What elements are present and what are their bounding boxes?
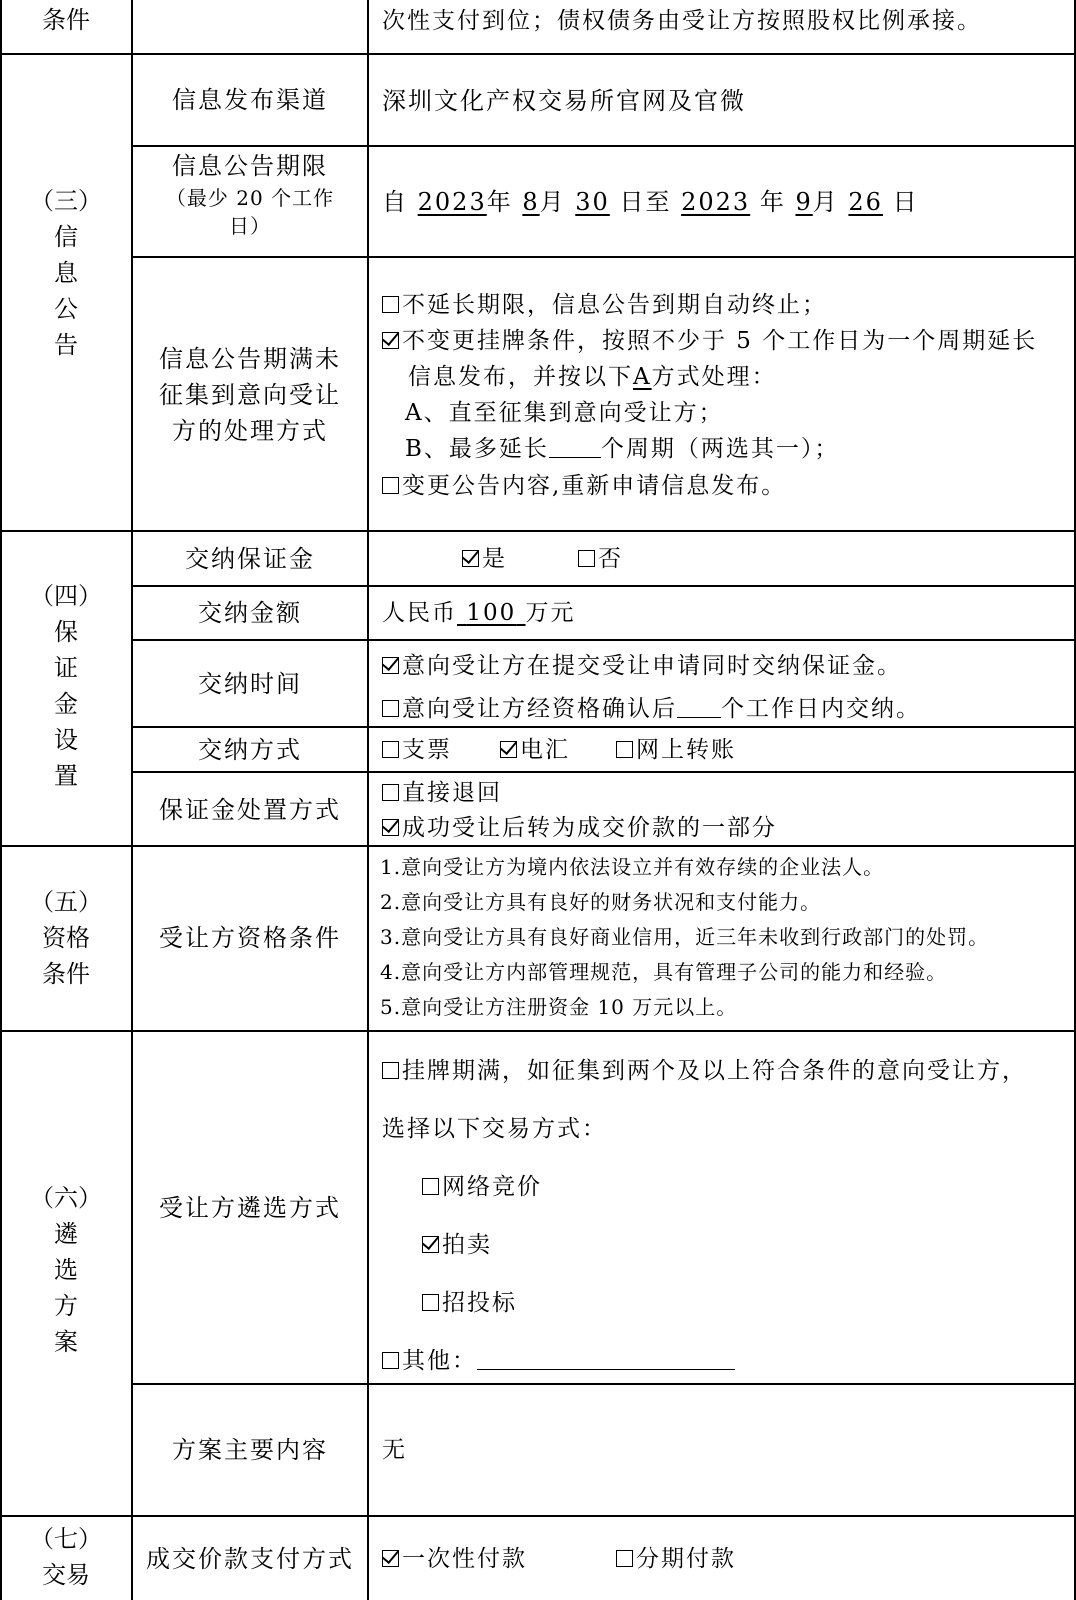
option-text: 不变更挂牌条件，按照不少于 5 个工作日为一个周期延长 — [402, 328, 1038, 354]
selection-label: 受让方遴选方式 — [159, 1194, 341, 1222]
option-text: 意向受让方在提交受让申请同时交纳保证金。 — [402, 653, 902, 679]
time-label: 交纳时间 — [198, 670, 302, 698]
option-text: 分期付款 — [636, 1546, 736, 1572]
row-border — [0, 530, 1076, 532]
end-word: 日 — [892, 188, 919, 216]
option-text: 一次性付款 — [402, 1546, 527, 1572]
checkbox-unchecked[interactable] — [382, 784, 399, 801]
disposal-option-2 — [382, 813, 777, 843]
period-label-note: 日） — [229, 214, 271, 238]
blank-field[interactable] — [549, 437, 601, 458]
section-number: （七） — [30, 1525, 102, 1553]
option-text: 变更公告内容,重新申请信息发布。 — [402, 473, 787, 499]
list-item: 4.意向受让方内部管理规范，具有管理子公司的能力和经验。 — [380, 960, 948, 984]
section-char: 告 — [54, 331, 78, 359]
section-char: 遴 — [54, 1220, 78, 1248]
section-char: 证 — [54, 654, 78, 682]
expiry-option-2 — [382, 326, 1037, 356]
period-from: 自 — [382, 188, 408, 216]
row-border — [0, 53, 1076, 55]
option-text: 个工作日内交纳。 — [721, 696, 921, 722]
section-char: 息 — [54, 259, 78, 287]
time-option-1 — [382, 651, 902, 681]
start-month: 8 — [522, 188, 540, 216]
option-text: 意向受让方经资格确认后 — [402, 696, 677, 722]
section-5-title — [0, 884, 132, 992]
section-char: 交易 — [42, 1561, 90, 1589]
selection-other — [382, 1346, 735, 1376]
section-7-title — [0, 1521, 132, 1593]
section-3-title — [0, 183, 132, 363]
selection-option-3 — [422, 1288, 517, 1318]
expiry-label-line: 方的处理方式 — [172, 417, 328, 445]
content-label: 方案主要内容 — [172, 1436, 328, 1464]
row-border — [131, 145, 1076, 147]
checkbox-unchecked[interactable] — [422, 1178, 439, 1195]
condition-text: 次性支付到位；债权债务由受让方按照股权比例承接。 — [382, 8, 982, 34]
other-blank-field[interactable] — [477, 1349, 735, 1370]
row-border — [0, 845, 1076, 847]
checkbox-unchecked[interactable] — [578, 550, 595, 567]
option-text: 网上转账 — [636, 737, 736, 763]
section-char: 方 — [54, 1292, 78, 1320]
checkbox-unchecked[interactable] — [382, 741, 399, 758]
section-char: 金 — [54, 690, 78, 718]
start-day: 30 — [575, 188, 610, 216]
amount-label: 交纳金额 — [198, 599, 302, 627]
section-6-title — [0, 1180, 132, 1360]
method-option-1 — [382, 735, 452, 765]
option-text: 信息发布，并按以下 — [408, 364, 633, 390]
section-title-top — [0, 2, 132, 38]
section-4-title — [0, 578, 132, 794]
row-border — [131, 585, 1076, 587]
option-text: 个周期（两选其一）； — [600, 436, 840, 462]
checkbox-checked[interactable] — [500, 741, 517, 758]
checkbox-checked[interactable] — [422, 1236, 439, 1253]
list-item: 3.意向受让方具有良好商业信用，近三年未收到行政部门的处罚。 — [380, 925, 990, 949]
checkbox-checked[interactable] — [382, 332, 399, 349]
row-border — [131, 1383, 1076, 1385]
content-value: 无 — [382, 1437, 407, 1463]
checkbox-unchecked[interactable] — [382, 477, 399, 494]
row-border — [131, 256, 1076, 258]
section-char: 信 — [54, 223, 78, 251]
channel-value: 深圳文化产权交易所官网及官微 — [382, 87, 746, 115]
section-char: 案 — [54, 1328, 78, 1356]
list-item: 5.意向受让方注册资金 10 万元以上。 — [380, 995, 738, 1019]
option-text: 是 — [482, 546, 507, 572]
expiry-label-line: 征集到意向受让 — [159, 381, 341, 409]
payment-option-1 — [382, 1544, 527, 1574]
row-border — [131, 726, 1076, 728]
row-border — [0, 1515, 1076, 1517]
option-text: 网络竞价 — [442, 1174, 542, 1200]
amount-number — [457, 600, 526, 626]
option-text: 其他： — [402, 1348, 477, 1374]
checkbox-unchecked[interactable] — [616, 1550, 633, 1567]
option-text: 方式处理： — [651, 364, 777, 390]
checkbox-checked[interactable] — [382, 657, 399, 674]
option-text: 否 — [598, 546, 623, 572]
month-word: 月 — [812, 188, 839, 216]
section-label: 条件 — [42, 6, 90, 34]
end-year: 2023 — [681, 188, 751, 216]
checkbox-unchecked[interactable] — [616, 741, 633, 758]
list-item: 2.意向受让方具有良好的财务状况和支付能力。 — [380, 890, 822, 914]
expiry-sub-a: A、直至征集到意向受让方； — [405, 400, 724, 426]
expiry-option-3 — [382, 471, 786, 501]
selection-line-2: 选择以下交易方式： — [382, 1116, 607, 1142]
method-label: 交纳方式 — [198, 736, 302, 764]
expiry-option-1 — [382, 290, 827, 320]
expiry-label — [133, 341, 367, 449]
selection-option-2 — [422, 1230, 492, 1260]
section-number: （三） — [30, 187, 102, 215]
month-word: 月 — [539, 188, 566, 216]
payment-option-2 — [616, 1544, 736, 1574]
expiry-sub-b — [405, 434, 839, 464]
checkbox-unchecked[interactable] — [382, 1352, 399, 1369]
column-divider-2 — [367, 0, 369, 1600]
section-number: （五） — [30, 888, 102, 916]
option-text: 成功受让后转为成交价款的一部分 — [402, 815, 777, 841]
amount-unit: 万元 — [525, 600, 576, 626]
checkbox-checked[interactable] — [462, 550, 479, 567]
year-word: 年 — [759, 188, 786, 216]
end-month: 9 — [795, 188, 813, 216]
checkbox-unchecked[interactable] — [382, 296, 399, 313]
amount-value — [382, 598, 576, 628]
period-value — [382, 187, 919, 217]
period-label-main: 信息公告期限 — [172, 152, 328, 180]
checkbox-checked[interactable] — [382, 819, 399, 836]
deposit-yes — [462, 544, 507, 574]
deposit-no — [578, 544, 623, 574]
period-label-note: （最少 20 个工作 — [165, 186, 335, 210]
method-option-3 — [616, 735, 736, 765]
selection-line-1 — [382, 1056, 1027, 1086]
selection-option-1 — [422, 1172, 542, 1202]
section-char: 条件 — [42, 960, 90, 988]
disposal-label: 保证金处置方式 — [159, 796, 341, 824]
disposal-option-1 — [382, 778, 502, 808]
channel-label: 信息发布渠道 — [172, 86, 328, 114]
row-border — [131, 771, 1076, 773]
end-day: 26 — [848, 188, 883, 216]
blank-field[interactable] — [677, 697, 721, 718]
checkbox-unchecked[interactable] — [422, 1294, 439, 1311]
list-item: 1.意向受让方为境内依法设立并有效存续的企业法人。 — [380, 855, 885, 879]
deposit-label: 交纳保证金 — [185, 545, 315, 573]
expiry-option-2-cont — [408, 362, 777, 392]
option-text: 拍卖 — [442, 1232, 492, 1258]
option-text: 挂牌期满，如征集到两个及以上符合条件的意向受让方， — [402, 1058, 1027, 1084]
method-option-2 — [500, 735, 570, 765]
option-text: 直接退回 — [402, 780, 502, 806]
section-char: 保 — [54, 618, 78, 646]
section-char: 资格 — [42, 924, 90, 952]
day-word: 日至 — [619, 188, 672, 216]
expiry-label-line: 信息公告期满未 — [159, 345, 341, 373]
section-char: 置 — [54, 762, 78, 790]
checkbox-checked[interactable] — [382, 1550, 399, 1567]
option-text: 支票 — [402, 737, 452, 763]
year-word: 年 — [486, 188, 513, 216]
chosen-mode: A — [633, 364, 652, 390]
section-number: （六） — [30, 1184, 102, 1212]
qualification-list — [380, 850, 989, 1025]
qualification-label: 受让方资格条件 — [159, 924, 341, 952]
section-char: 公 — [54, 295, 78, 323]
amount-prefix: 人民币 — [382, 600, 457, 626]
section-number: （四） — [30, 582, 102, 610]
row-border — [131, 639, 1076, 641]
period-label — [133, 148, 367, 240]
start-year: 2023 — [417, 188, 487, 216]
time-option-2 — [382, 694, 921, 724]
row-border — [0, 1030, 1076, 1032]
section-char: 设 — [54, 726, 78, 754]
payment-label: 成交价款支付方式 — [146, 1545, 354, 1573]
amount-number-text: 100 — [466, 600, 517, 626]
option-text: 不延长期限，信息公告到期自动终止； — [402, 292, 827, 318]
option-text: 电汇 — [520, 737, 570, 763]
checkbox-unchecked[interactable] — [382, 1062, 399, 1079]
checkbox-unchecked[interactable] — [382, 700, 399, 717]
option-text: 招投标 — [442, 1290, 517, 1316]
section-char: 选 — [54, 1256, 78, 1284]
option-text: B、最多延长 — [405, 436, 549, 462]
